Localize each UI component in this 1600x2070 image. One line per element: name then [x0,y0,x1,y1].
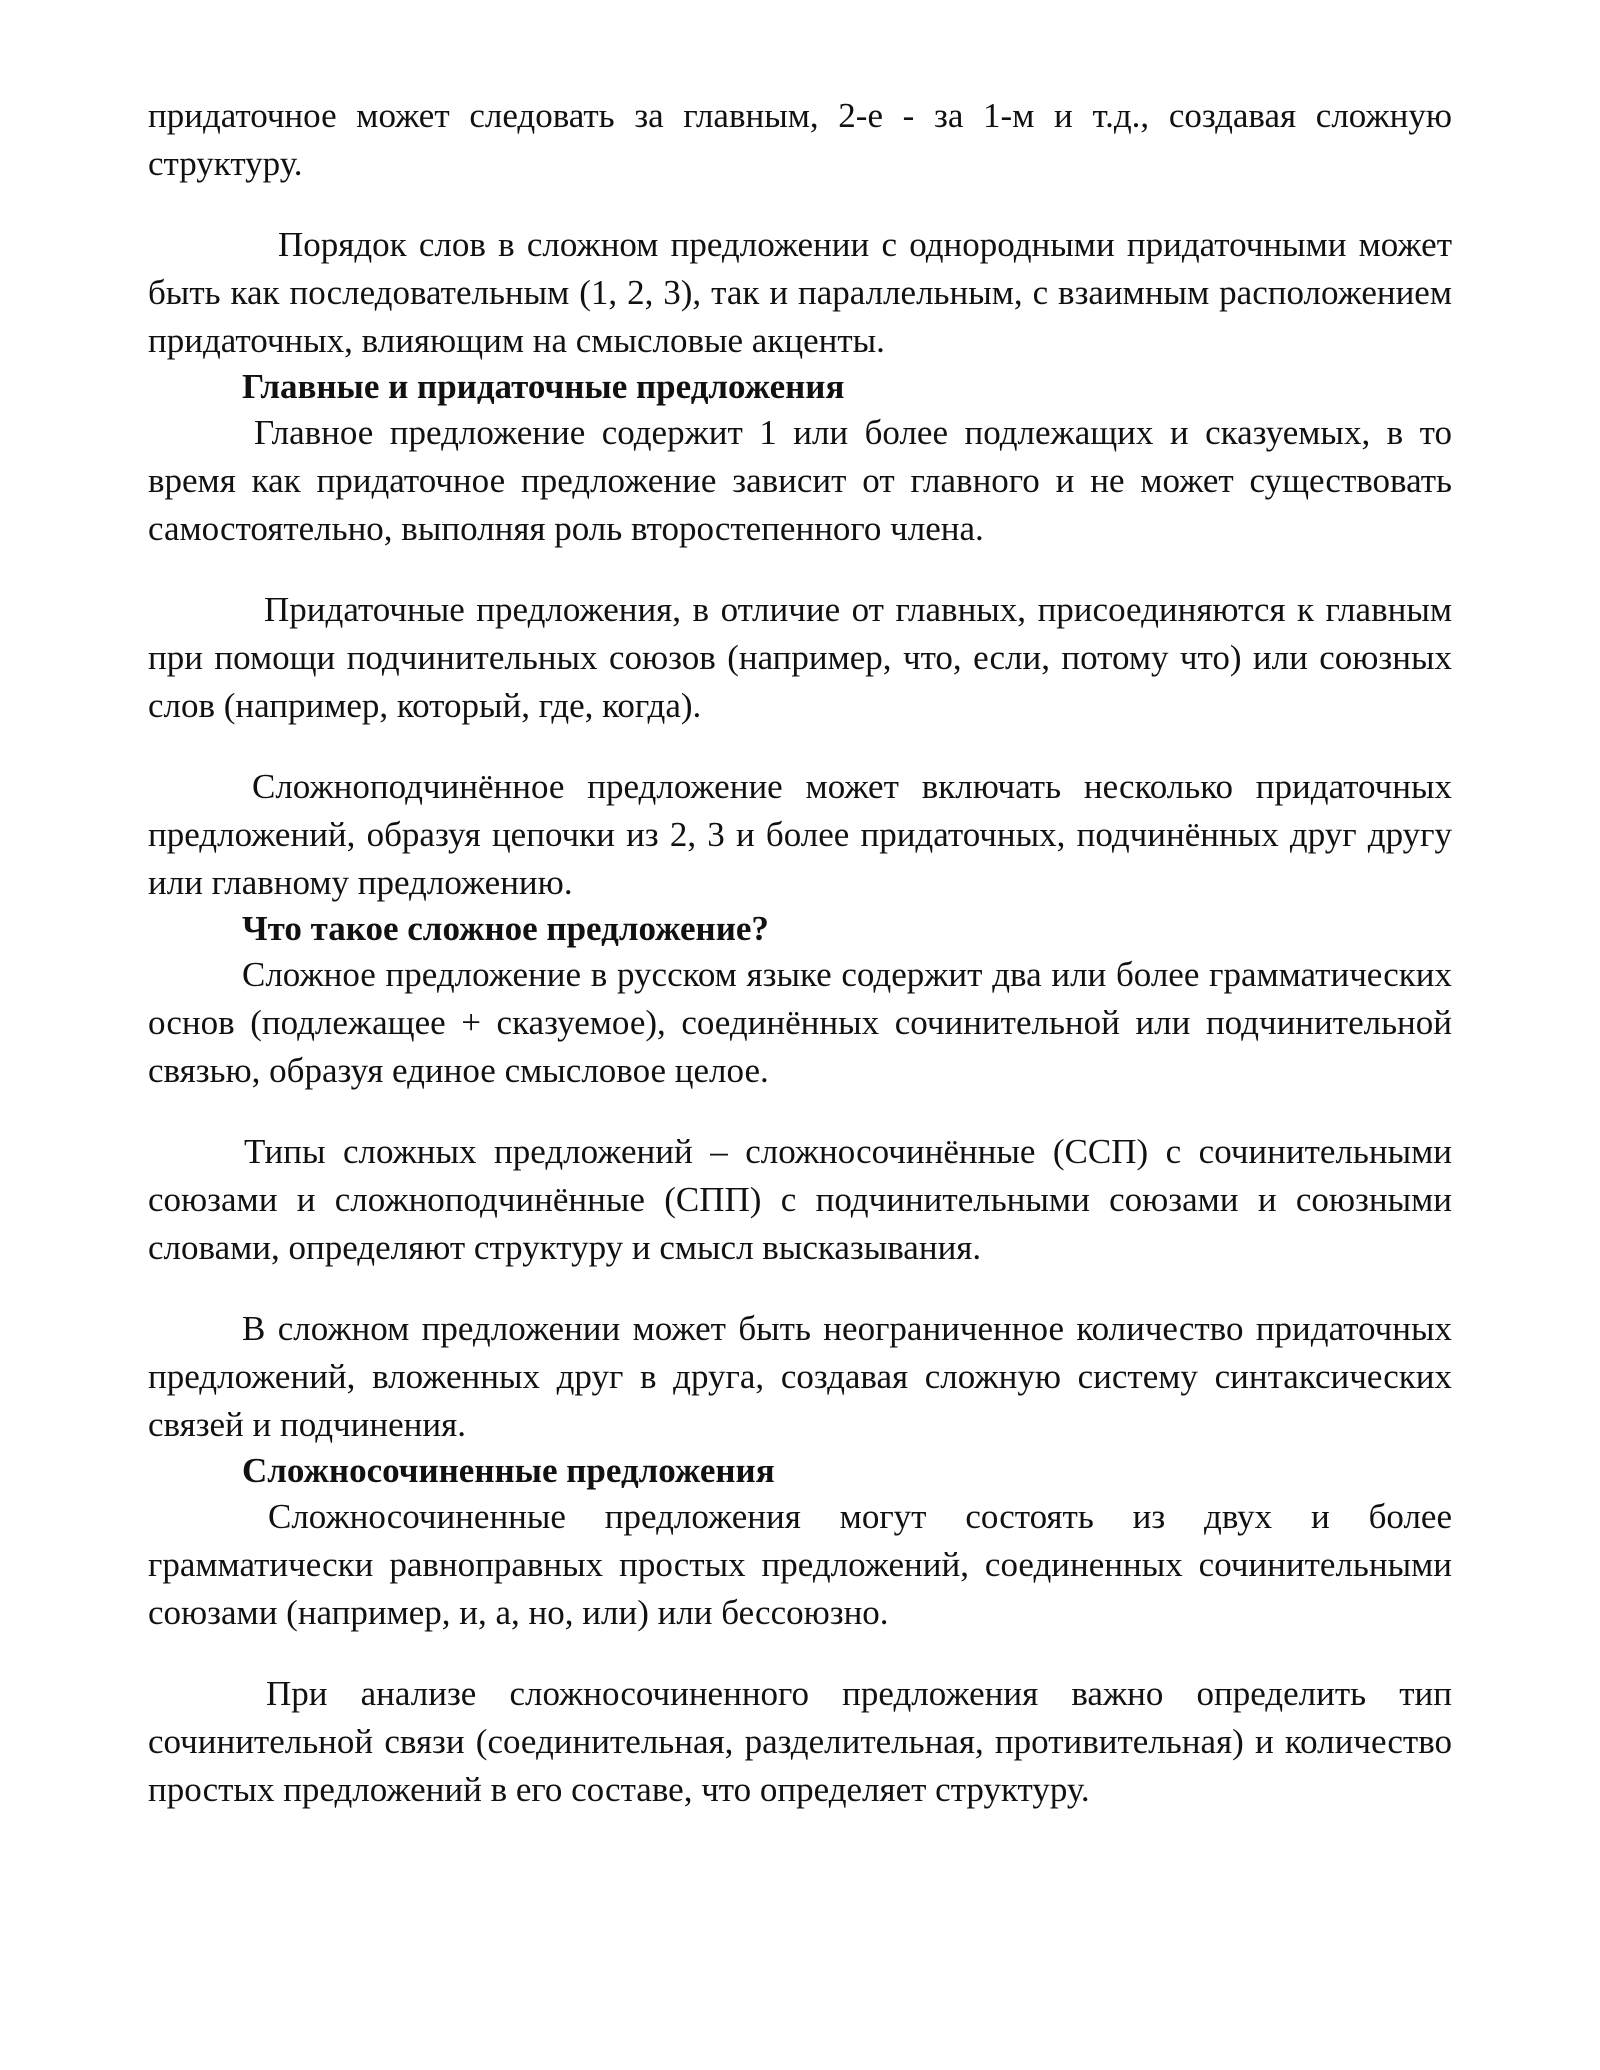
paragraph-compound-definition: Сложносочиненные предложения могут состоять из двух и более грамматически равноправных простых предложений, соединенных сочинительными союзами (например, и, а, но, или) или бессоюзно. [148,1497,1452,1632]
heading-main-and-subordinate: Главные и придаточные предложения [242,367,845,406]
heading-compound-sentences: Сложносочиненные предложения [242,1451,775,1490]
paragraph-word-order: Порядок слов в сложном предложении с однородными придаточными может быть как последовательным (1, 2, 3), так и параллельным, с взаимным расположением придаточных, влияющим на смысловые акценты. [148,225,1452,360]
paragraph-main-clause: Главное предложение содержит 1 или более подлежащих и сказуемых, в то время как придаточное предложение зависит от главного и не может существовать самостоятельно, выполняя роль второстепенного члена. [148,413,1452,548]
paragraph-complex-definition: Сложное предложение в русском языке содержит два или более грамматических основ (подлежащее + сказуемое), соединённых сочинительной или подчинительной связью, образуя единое смысловое целое. [148,955,1452,1090]
paragraph-subordinate-conjunctions: Придаточные предложения, в отличие от главных, присоединяются к главным при помощи подчинительных союзов (например, что, если, потому что) или союзных слов (например, который, где, когда). [148,590,1452,725]
paragraph-complex-types: Типы сложных предложений – сложносочинённые (ССП) с сочинительными союзами и сложноподчинённые (СПП) с подчинительными союзами и союзными словами, определяют структуру и смысл высказывания. [148,1132,1452,1267]
heading-what-is-complex-sentence: Что такое сложное предложение? [242,909,769,948]
paragraph-compound-analysis: При анализе сложносочиненного предложения важно определить тип сочинительной связи (соединительная, разделительная, противительная) и количество простых предложений в его составе, что определяет структуру. [148,1674,1452,1809]
paragraph-unlimited-clauses: В сложном предложении может быть неограниченное количество придаточных предложений, вложенных друг в друга, создавая сложную систему синтаксических связей и подчинения. [148,1309,1452,1444]
document-page [148,92,1452,1814]
paragraph-continuation: придаточное может следовать за главным, 2-е - за 1-м и т.д., создавая сложную структуру. [148,96,1452,183]
paragraph-complex-chains: Сложноподчинённое предложение может включать несколько придаточных предложений, образуя цепочки из 2, 3 и более придаточных, подчинённых друг другу или главному предложению. [148,767,1452,902]
